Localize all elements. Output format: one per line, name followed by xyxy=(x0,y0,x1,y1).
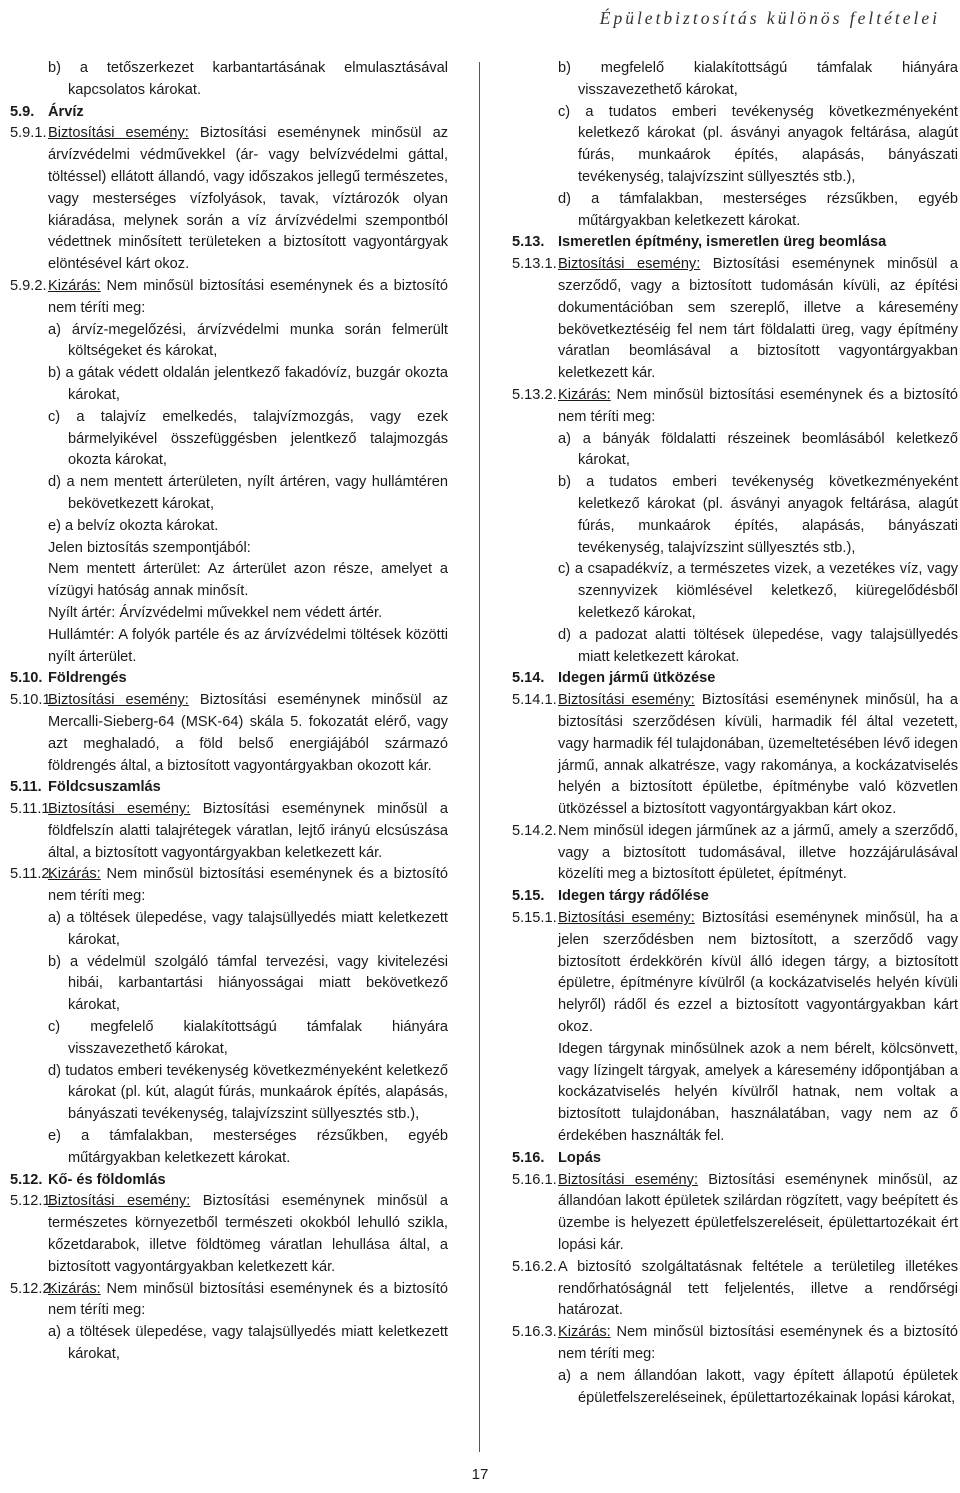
clause-5-10-1: 5.10.1. Biztosítási esemény: Biztosítási eseménynek minősül az Mercalli-Sieberg-64 (MSK-64) skála 5. fokozatát elérő, vagy azt meghaladó, a föld belső energiájából származó földrengés által, a biztosított vagyontárgyakban okozott kár. xyxy=(10,692,448,774)
clause-5-13-1: 5.13.1. Biztosítási esemény: Biztosítási eseménynek minősül a szerződő, vagy a biztosított tudomásán kívüli, az építési dokumentációban sem szereplő, illetve a káresemény bekövetkeztéséig fel nem tárt földalatti üreg, vagy építmény váratlan beomlásával a biztosított vagyontárgyakban keletkezett kár. xyxy=(512,256,958,382)
list-item: d) a támfalakban, mesterséges rézsűkben, egyéb műtárgyakban keletkezett károkat. xyxy=(558,190,958,229)
section-heading-5-15: 5.15. Idegen tárgy rádőlése xyxy=(512,888,709,905)
section-heading-5-10: 5.10. Földrengés xyxy=(10,670,127,687)
section-heading-5-11: 5.11. Földcsuszamlás xyxy=(10,779,161,796)
clause-label: Biztosítási esemény: xyxy=(558,692,695,709)
clause-5-9-1: 5.9.1. Biztosítási esemény: Biztosítási eseménynek minősül az árvízvédelmi védművekkel (ár- vagy belvízvédelmi gáttal, töltéssel) ellátott állandó, vagy időszakos jellegű természetes, vagy mesterséges vízfolyások, tavak, víztározók olyan kiáradása, melynek során a víz árvízvédelmi szempontból védettnek minősített területeken a biztosított vagyontárgyak elöntésével kárt okoz. xyxy=(10,125,448,273)
clause-label: Biztosítási esemény: xyxy=(48,801,191,818)
clause-5-11-2: 5.11.2. Kizárás: Nem minősül biztosítási eseménynek és a biztosító nem téríti meg: xyxy=(10,866,448,905)
list-item: c) a csapadékvíz, a természetes vizek, a vezetékes víz, vagy szennyvizek kiömlésével keletkező, kiüregelődésből keletkező károkat, xyxy=(558,561,958,621)
clause-label: Biztosítási esemény: xyxy=(48,125,189,142)
clause-5-15-1: 5.15.1. Biztosítási esemény: Biztosítási eseménynek minősül, ha a jelen szerződésben nem biztosított, a szerződő vagy biztosított érdekkörén kívül álló idegen tárgy, a biztosított épületre, építményre kívülről (a kockázatviselés helyén kívüli helyről) rádől és ezzel a biztosított vagyontárgyakban kárt okoz. xyxy=(512,910,958,1036)
clause-label: Kizárás: xyxy=(558,1324,611,1341)
clause-5-14-1: 5.14.1. Biztosítási esemény: Biztosítási eseménynek minősül, ha a biztosítási szerződésen kívüli, harmadik fél által vezetett, vagy harmadik fél tulajdonában, üzemeltetésében lévő idegen jármű, annak alkatrésze, vagy rakománya, a kockázatviselés helyén a biztosított épületbe, építménybe való közvetlen ütközéssel a biztosított vagyontárgyakban kárt okoz. xyxy=(512,692,958,818)
clause-label: Kizárás: xyxy=(48,1280,101,1297)
list-item: a) a töltések ülepedése, vagy talajsüllyedés miatt keletkezett károkat, xyxy=(48,1324,448,1363)
clause-5-14-2: 5.14.2. Nem minősül idegen járműnek az a jármű, amely a szerződő, vagy a biztosított tudomásával, illetve hozzájárulásával közelíti meg a biztosított épületet, építményt. xyxy=(512,822,958,883)
list-item: c) megfelelő kialakítottságú támfalak hiányára visszavezethető károkat, xyxy=(48,1019,448,1057)
section-heading-5-16: 5.16. Lopás xyxy=(512,1149,601,1166)
list-item: a) a töltések ülepedése, vagy talajsüllyedés miatt keletkezett károkat, xyxy=(48,910,448,948)
list-item: d) a nem mentett árterületen, nyílt ártéren, vagy hullámtéren bekövetkezett károkat, xyxy=(48,474,448,512)
clause-5-9-2: 5.9.2. Kizárás: Nem minősül biztosítási eseménynek és a biztosító nem téríti meg: xyxy=(10,277,448,316)
list-item: b) a védelmül szolgáló támfal tervezési, vagy kivitelezési hibái, karbantartási hiányosságai miatt bekövetkező károkat, xyxy=(48,953,448,1014)
list-item: c) a tudatos emberi tevékenység következményeként keletkező károkat (pl. ásványi anyagok feltárása, alagút fúrás, munkaárok építés, alapásás, bányászati tevékenység, talajvízszint süllyesztés stb.), xyxy=(558,103,958,185)
right-column xyxy=(512,58,958,1409)
list-item: b) a gátak védett oldalán jelentkező fakadóvíz, buzgár okozta károkat, xyxy=(48,365,448,403)
clause-label: Kizárás: xyxy=(48,277,101,294)
clause-5-16-1: 5.16.1. Biztosítási esemény: Biztosítási eseménynek minősül, az állandóan lakott épületek szilárdan rögzített, vagy beépített és üzembe is helyezett épületfelszereléseit, épülettartozékait ért lopási kár. xyxy=(512,1171,958,1254)
list-item: e) a támfalakban, mesterséges rézsűkben, egyéb műtárgyakban keletkezett károkat. xyxy=(48,1128,448,1166)
clause-5-16-2: 5.16.2. A biztosító szolgáltatásnak feltétele a területileg illetékes rendőrhatóságnál tett feljelentés, illetve a rendőrségi határozat. xyxy=(512,1258,958,1319)
section-heading-5-13: 5.13. Ismeretlen építmény, ismeretlen üreg beomlása xyxy=(512,234,887,251)
clause-label: Biztosítási esemény: xyxy=(558,1171,699,1188)
list-item: e) a belvíz okozta károkat. xyxy=(48,517,219,534)
list-item: d) tudatos emberi tevékenység következményeként keletkező károkat (pl. kút, alagút fúrás, munkaárok építés, alapásás, bányászati tevékenység, talajvízszint süllyesztés stb.), xyxy=(48,1062,448,1123)
clause-label: Kizárás: xyxy=(48,866,101,883)
section-heading-5-14: 5.14. Idegen jármű ütközése xyxy=(512,670,716,687)
definition-text: Nyílt ártér: Árvízvédelmi művekkel nem védett ártér. xyxy=(48,604,383,621)
list-item: a) a nem állandóan lakott, vagy épített állapotú épületek épületfelszereléseinek, épülettartozékainak lopási károkat, xyxy=(558,1367,958,1406)
clause-label: Biztosítási esemény: xyxy=(558,256,701,273)
definition-text: Jelen biztosítás szempontjából: xyxy=(48,539,251,556)
list-item: a) árvíz-megelőzési, árvízvédelmi munka során felmerült költségeket és károkat, xyxy=(48,321,448,360)
list-item: b) a tetőszerkezet karbantartásának elmulasztásával kapcsolatos károkat. xyxy=(48,60,448,98)
clause-5-16-3: 5.16.3. Kizárás: Nem minősül biztosítási eseménynek és a biztosító nem téríti meg: xyxy=(512,1324,958,1363)
definition-text: Nem mentett árterület: Az árterület azon része, amelyet a vízügyi hatóság annak minősít. xyxy=(48,561,448,600)
section-heading-5-9: 5.9. Árvíz xyxy=(10,103,84,120)
clause-5-12-1: 5.12.1. Biztosítási esemény: Biztosítási eseménynek minősül a természetes környezetből természeti okokból lehulló szikla, kőzetdarabok, illetve földtömeg váratlan lehullása által, a biztosított vagyontárgyakban keletkezett kár. xyxy=(10,1193,448,1275)
clause-5-11-1: 5.11.1. Biztosítási esemény: Biztosítási eseménynek minősül a földfelszín alatti talajrétegek váratlan, lejtő irányú elcsúszása által, a biztosított vagyontárgyakban keletkezett kár. xyxy=(10,801,448,861)
clause-label: Biztosítási esemény: xyxy=(48,692,189,709)
list-item: c) a talajvíz emelkedés, talajvízmozgás, vagy ezek bármelyikével összefüggésben jelentkező talajmozgás okozta károkat, xyxy=(48,408,448,469)
list-item: d) a padozat alatti töltések ülepedése, vagy talajsüllyedés miatt keletkezett károkat. xyxy=(558,626,958,665)
left-column xyxy=(10,58,448,1366)
list-item: b) a tudatos emberi tevékenység következményeként keletkező károkat (pl. ásványi anyagok feltárása, alagút fúrás, munkaárok építés, alapásás, bányászati tevékenység, talajvízszint süllyesztés stb.), xyxy=(558,474,958,556)
definition-text: Hullámtér: A folyók partéle és az árvízvédelmi töltések közötti nyílt árterület. xyxy=(48,626,448,665)
clause-label: Kizárás: xyxy=(558,386,611,403)
clause-5-12-2: 5.12.2. Kizárás: Nem minősül biztosítási eseménynek és a biztosító nem téríti meg: xyxy=(10,1280,448,1319)
clause-continuation: Idegen tárgynak minősülnek azok a nem bérelt, kölcsönvett, vagy lízingelt tárgyak, amelyek a káresemény időpontjában a kockázatviselés helyén kívülről hatnak, nem voltak a biztosított tulajdonában, használatában, vagy nem az ő érdekében használták fel. xyxy=(558,1040,958,1145)
section-heading-5-12: 5.12. Kő- és földomlás xyxy=(10,1171,166,1188)
clause-label: Biztosítási esemény: xyxy=(558,910,695,927)
clause-5-13-2: 5.13.2. Kizárás: Nem minősül biztosítási eseménynek és a biztosító nem téríti meg: xyxy=(512,386,958,425)
list-item: b) megfelelő kialakítottságú támfalak hiányára visszavezethető károkat, xyxy=(558,60,958,98)
list-item: a) a bányák földalatti részeinek beomlásából keletkező károkat, xyxy=(558,430,958,469)
running-header: Épületbiztosítás különös feltételei xyxy=(599,8,940,28)
page-number: 17 xyxy=(471,1466,489,1483)
clause-label: Biztosítási esemény: xyxy=(48,1193,191,1210)
column-divider xyxy=(479,62,480,1452)
